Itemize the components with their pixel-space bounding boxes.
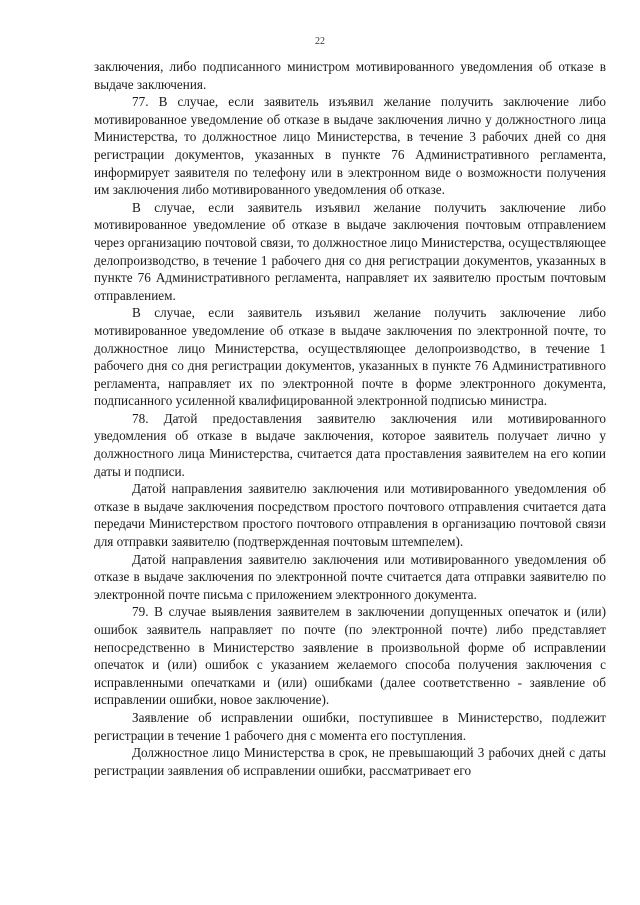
- paragraph-77: 77. В случае, если заявитель изъявил желание получить заключение либо мотивированное уведомление об отказе в выдаче заключения лично у должностного лица Министерства, то должностное лицо Министерства, в течение 3 рабочих дней со дня регистрации документов, указанных в пункте 76 Административного регламента, информирует заявителя по телефону или в электронном виде о возможности получения им заключения либо мотивированного уведомления об отказе.: [94, 94, 606, 198]
- paragraph-79-review: Должностное лицо Министерства в срок, не превышающий 3 рабочих дней с даты регистрации заявления об исправлении ошибки, рассматривает его: [94, 745, 606, 778]
- paragraph-continuation: заключения, либо подписанного министром мотивированного уведомления об отказе в выдаче заключения.: [94, 59, 606, 92]
- paragraph-78: 78. Датой предоставления заявителю заключения или мотивированного уведомления об отказе в выдаче заключения, которое заявитель получает лично у должностного лица Министерства, считается дата проставления заявителем на его копии даты и подписи.: [94, 410, 606, 479]
- paragraph-78-postal: Датой направления заявителю заключения или мотивированного уведомления об отказе в выдаче заключения посредством простого почтового отправления считается дата передачи Министерством простого почтового отправления в организацию почтовой связи для отправки заявителю (подтвержденная почтовым штемпелем).: [94, 481, 606, 550]
- paragraph-77-postal: В случае, если заявитель изъявил желание получить заключение либо мотивированное уведомление об отказе в выдаче заключения почтовым отправлением через организацию почтовой связи, то должностное лицо Министерства, осуществляющее делопроизводство, в течение 1 рабочего дня со дня регистрации документов, указанных в пункте 76 Административного регламента, направляет их заявителю простым почтовым отправлением.: [94, 199, 606, 303]
- paragraph-78-email: Датой направления заявителю заключения или мотивированного уведомления об отказе в выдаче заключения по электронной почте считается дата отправки заявителю по электронной почте письма с приложением электронного документа.: [94, 551, 606, 602]
- paragraph-77-email: В случае, если заявитель изъявил желание получить заключение либо мотивированное уведомление об отказе в выдаче заключения по электронной почте, то должностное лицо Министерства, осуществляющее делопроизводство, в течение 1 рабочего дня со дня регистрации документов, указанных в пункте 76 Административного регламента, направляет их по электронной почте в форме электронного документа, подписанного усиленной квалифицированной электронной подписью министра.: [94, 305, 606, 409]
- document-body: [94, 58, 606, 779]
- page-number: 22: [315, 36, 325, 47]
- paragraph-79-registration: Заявление об исправлении ошибки, поступившее в Министерство, подлежит регистрации в течение 1 рабочего дня с момента его поступления.: [94, 709, 606, 743]
- paragraph-79: 79. В случае выявления заявителем в заключении допущенных опечаток и (или) ошибок заявитель направляет по почте (по электронной почте) либо представляет непосредственно в Министерство заявление в произвольной форме об исправлении опечаток и (или) ошибок с указанием желаемого способа получения заключения с исправленными опечатками и (или) ошибками (далее соответственно - заявление об исправлении ошибки, новое заключение).: [94, 604, 606, 708]
